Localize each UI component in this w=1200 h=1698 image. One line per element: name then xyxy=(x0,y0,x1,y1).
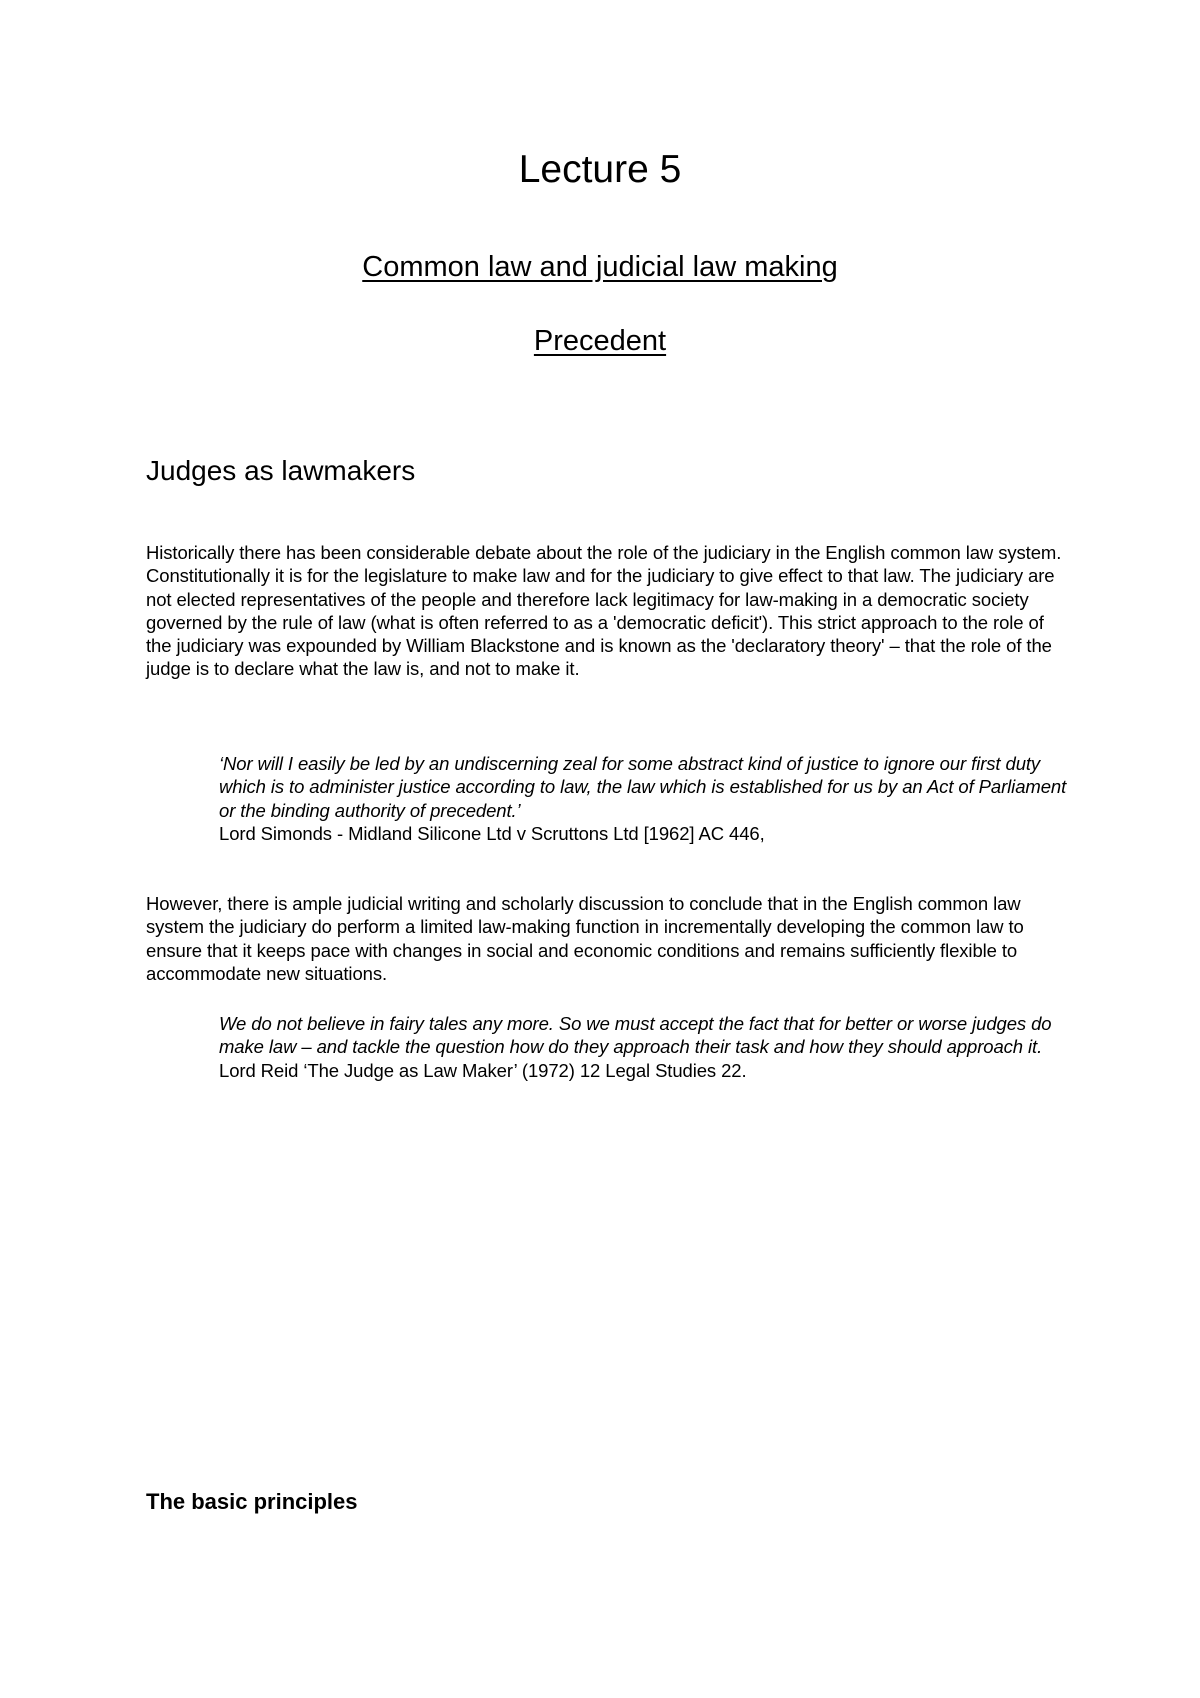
body-paragraph: However, there is ample judicial writing and scholarly discussion to conclude that in the English common law system the judiciary do perform a limited law-making function in incrementally developing the common law to ensure that it keeps pace with changes in social and economic conditions and remains sufficiently flexible to accommodate new situations. xyxy=(146,893,1024,984)
quote-block xyxy=(219,752,1079,845)
quote-citation: Lord Reid ‘The Judge as Law Maker’ (1972) 12 Legal Studies 22. xyxy=(219,1059,747,1081)
precedent-subtitle: Precedent xyxy=(533,325,667,357)
document-subtitle: Common law and judicial law making xyxy=(362,251,838,283)
section-heading: Judges as lawmakers xyxy=(146,455,416,486)
lecture-title: Lecture 5 xyxy=(518,148,682,191)
quote-citation: Lord Simonds - Midland Silicone Ltd v Scruttons Ltd [1962] AC 446, xyxy=(219,822,765,844)
quote-text: We do not believe in fairy tales any more. So we must accept the fact that for better or worse judges do make law – and tackle the question how do they approach their task and how they should approach it. xyxy=(219,1013,1052,1058)
intro-paragraph: Historically there has been considerable debate about the role of the judiciary in the English common law system. Constitutionally it is for the legislature to make law and for the judiciary to give effect to that law. The judiciary are not elected representatives of the people and therefore lack legitimacy for law-making in a democratic society governed by the rule of law (what is often referred to as a 'democratic deficit'). This strict approach to the role of the judiciary was expounded by William Blackstone and is known as the 'declaratory theory' – that the role of the judge is to declare what the law is, and not to make it. xyxy=(146,542,1062,680)
quote-text: ‘Nor will I easily be led by an undiscerning zeal for some abstract kind of justice to ignore our first duty which is to administer justice according to law, the law which is established for us by an Act of Parliament or the binding authority of precedent.’ xyxy=(219,753,1067,821)
principles-heading: The basic principles xyxy=(146,1489,358,1514)
quote-block xyxy=(219,1012,1079,1082)
